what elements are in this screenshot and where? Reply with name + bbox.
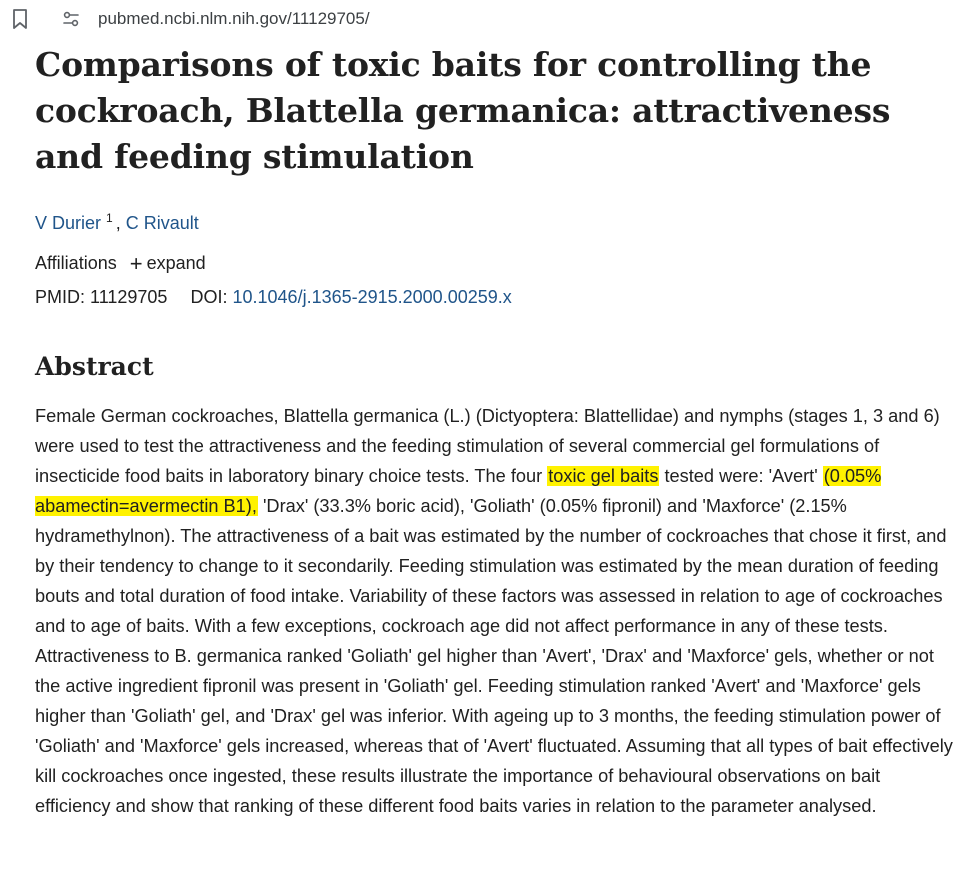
abstract-segment: 'Drax' (33.3% boric acid), 'Goliath' (0.05% fipronil) and 'Maxforce' (2.15% hydramethylnon). The attractiveness of a bait was estimated by the number of cockroaches that chose it first, and by their tendency to change to it secondarily. Feeding stimulation was estimated by the mean duration of feeding bouts and total duration of food intake. Variability of these factors was assessed in relation to age of cockroaches and to age of baits. With a few exceptions, cockroach age did not affect performance in any of these tests. Attractiveness to B. germanica ranked 'Goliath' gel higher than 'Avert', 'Drax' and 'Maxforce' gels, whether or not the active ingredient fipronil was present in 'Goliath' gel. Feeding stimulation ranked 'Avert' and 'Maxforce' gels higher than 'Goliath' gel, and 'Drax' gel was inferior. With ageing up to 3 months, the feeding stimulation power of 'Goliath' and 'Maxforce' gels increased, whereas that of 'Avert' fluctuated. Assuming that all types of bait effectively kill cockroaches once ingested, these results illustrate the importance of behavioural observations on bait efficiency and show that ranking of these different food baits varies in relation to the parameter analysed. [35,496,953,816]
abstract-heading: Abstract [35,352,154,381]
abstract-segment: Female German cockroaches, Blattella germanica (L.) (Dictyoptera: Blattellidae) and nymphs (stages 1, 3 and 6) were used to test the attractiveness and the feeding stimulation of several commercial gel formulations of insecticide food baits in laboratory binary choice tests. The four [35,406,940,486]
abstract-text [35,401,960,821]
pmid-label: PMID: [35,287,86,307]
expand-label: expand [146,253,206,273]
site-info-icon[interactable] [61,9,81,29]
abstract-highlight: toxic gel baits [548,466,659,486]
author-link-rivault[interactable]: C Rivault [125,213,199,233]
browser-address-bar [0,0,966,38]
author-separator: , [115,213,121,233]
affiliation-ref[interactable]: 1 [106,211,113,225]
article-identifiers [35,285,512,309]
doi-label: DOI: [190,287,228,307]
bookmark-icon[interactable] [11,8,29,30]
author-list [35,206,199,235]
article-title: Comparisons of toxic baits for controlling the cockroach, Blattella germanica: attractiveness and feeding stimulation [35,45,891,176]
doi-link[interactable]: 10.1046/j.1365-2915.2000.00259.x [232,287,512,307]
url-text[interactable]: pubmed.ncbi.nlm.nih.gov/11129705/ [98,9,370,28]
affiliations-label: Affiliations [35,253,117,273]
author-link-durier[interactable]: V Durier [35,213,102,233]
expand-affiliations-button[interactable] [130,251,206,276]
affiliations-row [35,251,206,276]
plus-icon: + [129,251,143,276]
pmid-value: 11129705 [90,287,168,307]
abstract-segment: tested were: 'Avert' [659,466,823,486]
abstract-highlight: (0.05% abamectin=avermectin B1), [35,466,882,516]
